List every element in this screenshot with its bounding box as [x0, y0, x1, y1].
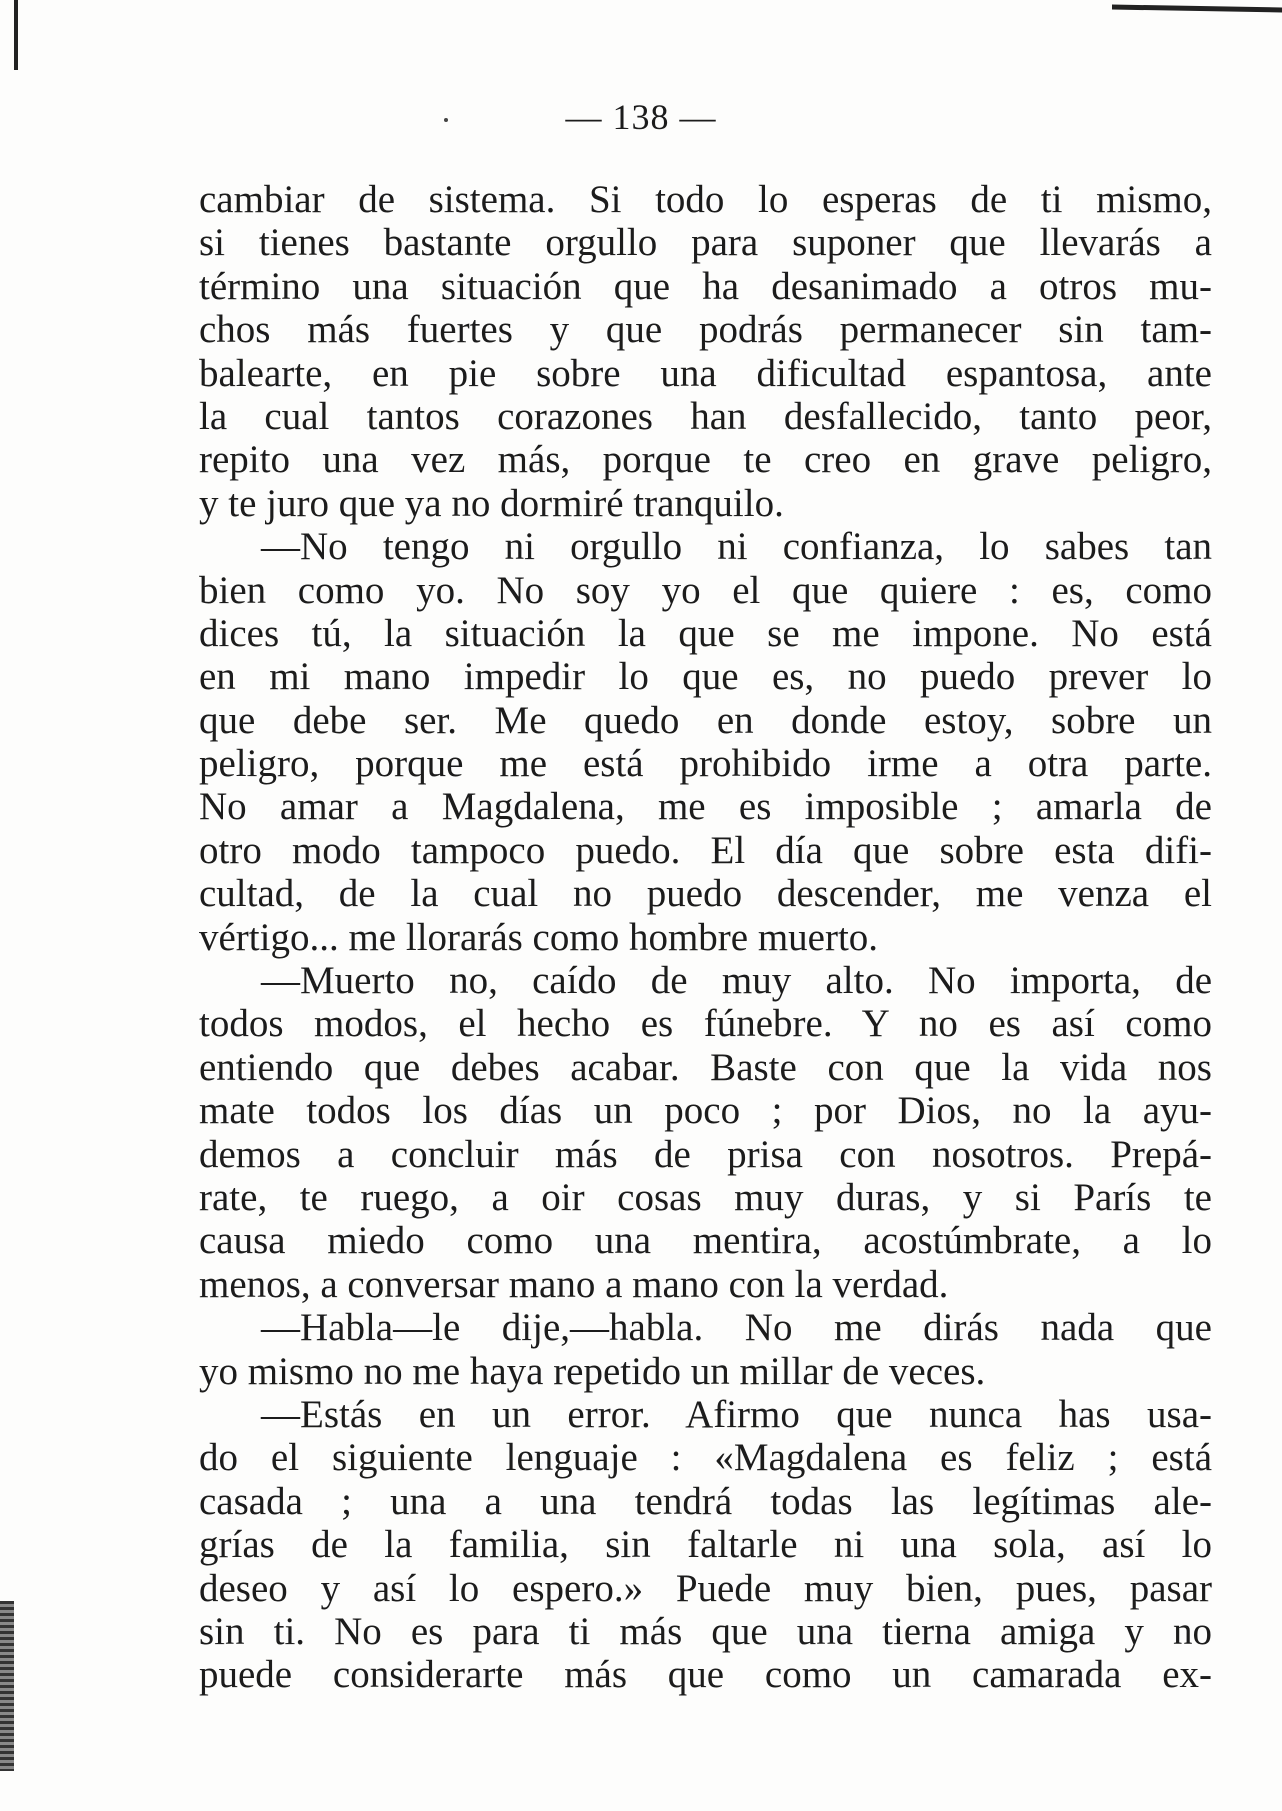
text-line: puede considerarte más que como un camarada ex- [199, 1653, 1212, 1697]
text-line: si tienes bastante orgullo para suponer que llevarás a [199, 221, 1212, 265]
text-line: cambiar de sistema. Si todo lo esperas de ti mismo, [199, 178, 1212, 221]
text-line: chos más fuertes y que podrás permanecer sin tam- [199, 308, 1212, 352]
text-line: término una situación que ha desanimado a otros mu- [199, 264, 1212, 308]
text-line: grías de la familia, sin faltarle ni una sola, así lo [199, 1523, 1212, 1567]
text-line: cultad, de la cual no puedo descender, me venza el [199, 872, 1212, 916]
text-line: —Estás en un error. Afirmo que nunca has usa- [261, 1392, 1212, 1436]
text-line: todos modos, el hecho es fúnebre. Y no es así como [199, 1002, 1212, 1046]
text-line: demos a concluir más de prisa con nosotros. Prepá- [199, 1132, 1212, 1176]
text-line: y te juro que ya no dormiré tranquilo. [199, 481, 784, 525]
text-line: —Muerto no, caído de muy alto. No importa, de [261, 959, 1212, 1003]
text-line: —No tengo ni orgullo ni confianza, lo sabes tan [261, 525, 1212, 569]
text-line: menos, a conversar mano a mano con la verdad. [199, 1262, 949, 1306]
text-line: No amar a Magdalena, me es imposible ; amarla de [199, 785, 1212, 829]
text-line: bien como yo. No soy yo el que quiere : es, como [199, 568, 1212, 612]
text-line: mate todos los días un poco ; por Dios, no la ayu- [199, 1089, 1212, 1133]
text-line: que debe ser. Me quedo en donde estoy, sobre un [199, 698, 1212, 742]
text-line: causa miedo como una mentira, acostúmbrate, a lo [199, 1219, 1212, 1263]
scan-artifact-top-right [1112, 5, 1282, 13]
text-line: —Habla—le dije,—habla. No me dirás nada que [261, 1306, 1212, 1350]
text-line: vértigo... me llorarás como hombre muerto. [199, 915, 879, 959]
text-line: do el siguiente lenguaje : «Magdalena es feliz ; está [199, 1436, 1212, 1480]
text-line: repito una vez más, porque te creo en grave peligro, [199, 438, 1212, 482]
page-number-header: — 138 — [565, 97, 717, 137]
text-line: balearte, en pie sobre una dificultad espantosa, ante [199, 351, 1212, 395]
text-line: dices tú, la situación la que se me impone. No está [199, 611, 1212, 655]
text-line: otro modo tampoco puedo. El día que sobre esta difi- [199, 828, 1212, 872]
text-line: deseo y así lo espero.» Puede muy bien, pues, pasar [199, 1566, 1212, 1610]
text-line: rate, te ruego, a oir cosas muy duras, y si París te [199, 1175, 1212, 1219]
text-line: yo mismo no me haya repetido un millar de veces. [199, 1349, 986, 1393]
text-line: la cual tantos corazones han desfallecido, tanto peor, [199, 394, 1212, 438]
text-line: sin ti. No es para ti más que una tierna amiga y no [199, 1609, 1212, 1653]
scan-artifact-left-edge [14, 0, 18, 70]
text-line: casada ; una a una tendrá todas las legítimas ale- [199, 1479, 1212, 1523]
text-line: entiendo que debes acabar. Baste con que la vida nos [199, 1045, 1212, 1089]
text-line: peligro, porque me está prohibido irme a otra parte. [199, 742, 1212, 786]
text-line: en mi mano impedir lo que es, no puedo prever lo [199, 655, 1212, 699]
body-text [199, 178, 1212, 1697]
scan-artifact-bottom-left [0, 1601, 14, 1771]
